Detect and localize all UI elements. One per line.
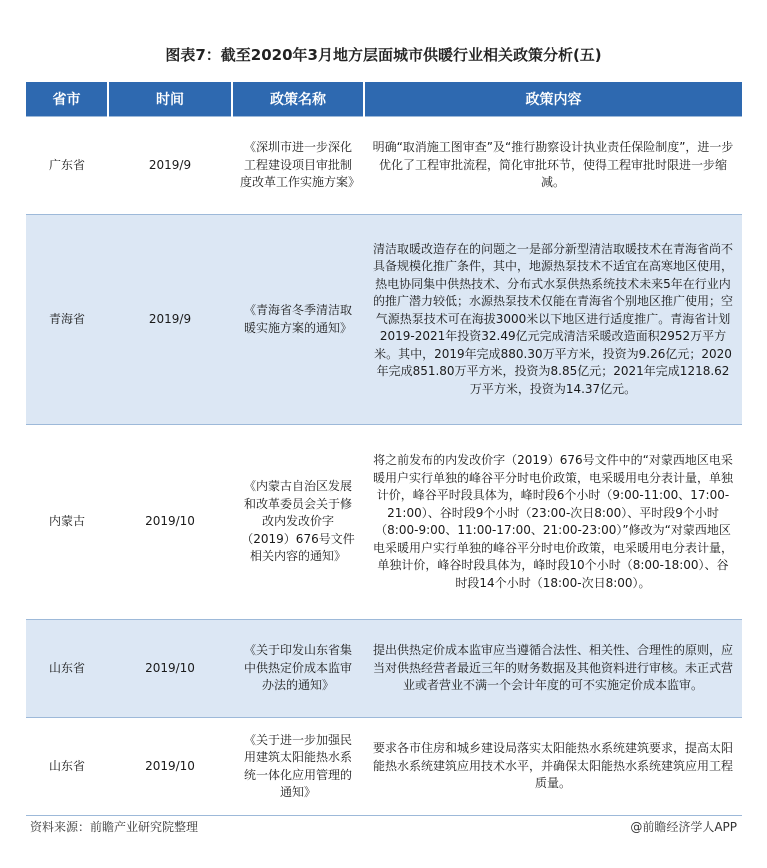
cell-province: 山东省 (26, 718, 108, 816)
cell-time: 2019/10 (108, 718, 232, 816)
cell-policy-content: 将之前发布的内发改价字（2019）676号文件中的“对蒙西地区电采暖用户实行单独的峰谷平分时电价政策，电采暖用电分表计量，单独计价，峰谷平时段具体为，峰时段6个小时（9:00-11:00、17:00-21:00）、谷时段9个小时（23:00-次日8:00）、平时段9个小时（8:00-9:00、11:00-17:00、21:00-23:00）”修改为“对蒙西地区电采暖用户实行单独的峰谷平分时电价政策，电采暖用电分表计量，单独计价，峰谷时段具体为，峰时段10个小时（8:00-18:00）、谷时段14个小时（18:00-次日8:00）。 (364, 425, 742, 620)
table-row (26, 620, 742, 718)
cell-policy-content: 提出供热定价成本监审应当遵循合法性、相关性、合理性的原则，应当对供热经营者最近三年的财务数据及其他资料进行审核。未正式营业或者营业不满一个会计年度的可不实施定价成本监审。 (364, 620, 742, 718)
cell-policy-name: 《关于进一步加强民用建筑太阳能热水系统一体化应用管理的通知》 (232, 718, 364, 816)
header-province: 省市 (26, 82, 108, 117)
cell-province: 青海省 (26, 215, 108, 425)
cell-policy-content: 明确“取消施工图审查”及“推行勘察设计执业责任保险制度”，进一步优化了工程审批流程，简化审批环节，使得工程审批时限进一步缩减。 (364, 117, 742, 215)
table-row (26, 117, 742, 215)
table-row (26, 215, 742, 425)
cell-province: 山东省 (26, 620, 108, 718)
cell-policy-content: 清洁取暖改造存在的问题之一是部分新型清洁取暖技术在青海省尚不具备规模化推广条件，其中，地源热泵技术不适宜在高寒地区使用，热电协同集中供热技术、分布式水泵供热系统技术未来5年在行业内的推广潜力较低；水源热泵技术仅能在青海省个别地区推广使用；空气源热泵技术可在海拔3000米以下地区进行适度推广。青海省计划2019-2021年投资32.49亿元完成清洁采暖改造面积2952万平方米。其中，2019年完成880.30万平方米，投资为9.26亿元；2020年完成851.80万平方米，投资为8.85亿元；2021年完成1218.62万平方米，投资为14.37亿元。 (364, 215, 742, 425)
cell-time: 2019/9 (108, 117, 232, 215)
header-policy-content: 政策内容 (364, 82, 742, 117)
table-row (26, 425, 742, 620)
cell-policy-name: 《青海省冬季清洁取暖实施方案的通知》 (232, 215, 364, 425)
source-note: 资料来源：前瞻产业研究院整理 (30, 820, 199, 834)
policy-table (26, 82, 742, 816)
header-policy-name: 政策名称 (232, 82, 364, 117)
cell-time: 2019/10 (108, 620, 232, 718)
cell-policy-content: 要求各市住房和城乡建设局落实太阳能热水系统建筑要求，提高太阳能热水系统建筑应用技术水平，并确保太阳能热水系统建筑应用工程质量。 (364, 718, 742, 816)
cell-province: 广东省 (26, 117, 108, 215)
header-time: 时间 (108, 82, 232, 117)
table-header-row (26, 82, 742, 117)
brand-credit: @前瞻经济学人APP (630, 820, 737, 834)
cell-time: 2019/10 (108, 425, 232, 620)
cell-policy-name: 《深圳市进一步深化工程建设项目审批制度改革工作实施方案》 (232, 117, 364, 215)
figure-title: 图表7：截至2020年3月地方层面城市供暖行业相关政策分析(五) (165, 46, 602, 64)
cell-province: 内蒙古 (26, 425, 108, 620)
cell-time: 2019/9 (108, 215, 232, 425)
cell-policy-name: 《关于印发山东省集中供热定价成本监审办法的通知》 (232, 620, 364, 718)
table-row (26, 718, 742, 816)
cell-policy-name: 《内蒙古自治区发展和改革委员会关于修改内发改价字（2019）676号文件相关内容的通知》 (232, 425, 364, 620)
